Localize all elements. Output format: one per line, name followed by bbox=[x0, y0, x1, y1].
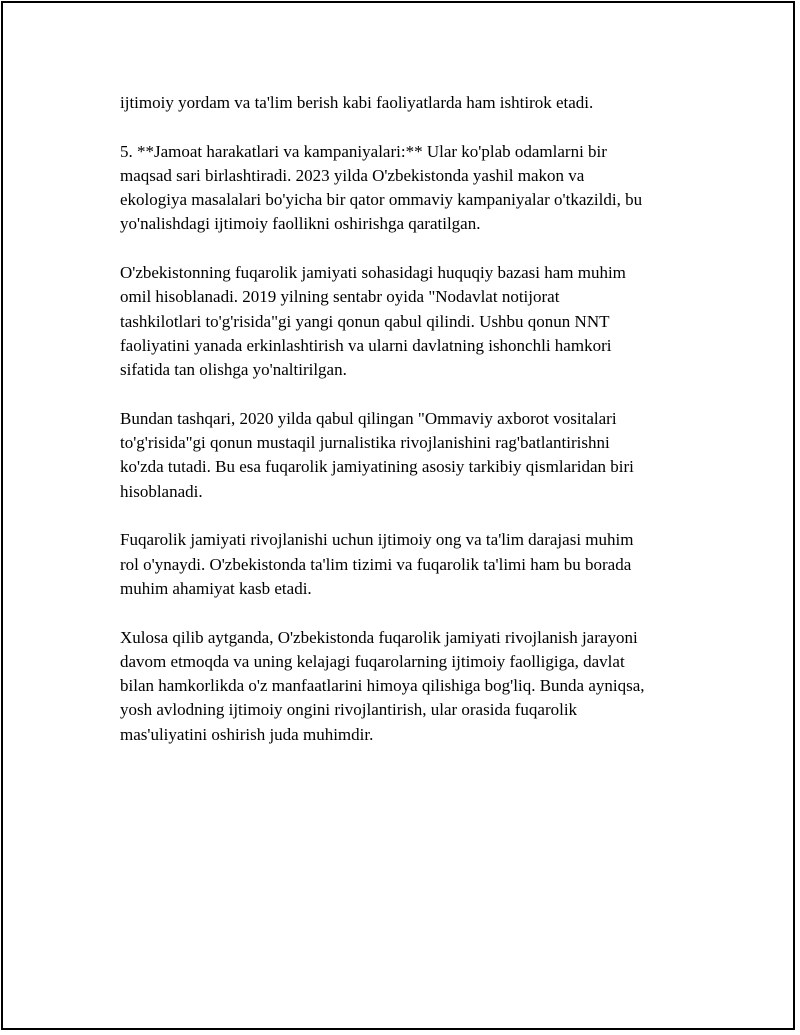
paragraph-line: ijtimoiy yordam va ta'lim berish kabi faoliyatlarda ham ishtirok etadi. bbox=[120, 93, 594, 112]
paragraph-line: O'zbekistonning fuqarolik jamiyati sohasidagi huquqiy bazasi ham muhim bbox=[120, 263, 626, 283]
paragraph-3 bbox=[120, 261, 700, 382]
paragraph-line: ekologiya masalalari bo'yicha bir qator ommaviy kampaniyalar o'tkazildi, bu bbox=[120, 190, 643, 210]
paragraph-line: 5. **Jamoat harakatlari va kampaniyalari:** Ular ko'plab odamlarni bir bbox=[120, 141, 607, 161]
paragraph-1 bbox=[120, 91, 700, 115]
paragraph-line: rol o'ynaydi. O'zbekistonda ta'lim tizimi va fuqarolik ta'limi ham bu borada bbox=[120, 554, 632, 574]
paragraph-line: hisoblanadi. bbox=[120, 481, 203, 501]
document-body bbox=[120, 91, 700, 771]
document-page bbox=[1, 1, 795, 1030]
paragraph-line: Bundan tashqari, 2020 yilda qabul qilingan "Ommaviy axborot vositalari bbox=[120, 408, 617, 428]
paragraph-6 bbox=[120, 626, 700, 747]
paragraph-line: davom etmoqda va uning kelajagi fuqarolarning ijtimoiy faolligiga, davlat bbox=[120, 651, 625, 671]
paragraph-4 bbox=[120, 407, 700, 504]
paragraph-line: sifatida tan olishga yo'naltirilgan. bbox=[120, 360, 347, 380]
paragraph-line: yosh avlodning ijtimoiy ongini rivojlantirish, ular orasida fuqarolik bbox=[120, 700, 578, 720]
paragraph-line: to'g'risida"gi qonun mustaqil jurnalistika rivojlanishini rag'batlantirishni bbox=[120, 433, 610, 453]
paragraph-2 bbox=[120, 140, 700, 237]
paragraph-line: omil hisoblanadi. 2019 yilning sentabr oyida "Nodavlat notijorat bbox=[120, 287, 560, 307]
paragraph-line: faoliyatini yanada erkinlashtirish va ularni davlatning ishonchli hamkori bbox=[120, 335, 612, 355]
paragraph-line: ko'zda tutadi. Bu esa fuqarolik jamiyatining asosiy tarkibiy qismlaridan biri bbox=[120, 457, 634, 477]
paragraph-line: tashkilotlari to'g'risida"gi yangi qonun qabul qilindi. Ushbu qonun NNT bbox=[120, 311, 610, 331]
paragraph-5 bbox=[120, 528, 700, 601]
paragraph-line: yo'nalishdagi ijtimoiy faollikni oshirishga qaratilgan. bbox=[120, 214, 481, 234]
paragraph-line: muhim ahamiyat kasb etadi. bbox=[120, 578, 312, 598]
paragraph-line: bilan hamkorlikda o'z manfaatlarini himoya qilishiga bog'liq. Bunda ayniqsa, bbox=[120, 676, 645, 696]
paragraph-line: Xulosa qilib aytganda, O'zbekistonda fuqarolik jamiyati rivojlanish jarayoni bbox=[120, 627, 638, 647]
paragraph-line: Fuqarolik jamiyati rivojlanishi uchun ijtimoiy ong va ta'lim darajasi muhim bbox=[120, 530, 634, 550]
paragraph-line: mas'uliyatini oshirish juda muhimdir. bbox=[120, 724, 374, 744]
paragraph-line: maqsad sari birlashtiradi. 2023 yilda O'zbekistonda yashil makon va bbox=[120, 165, 585, 185]
